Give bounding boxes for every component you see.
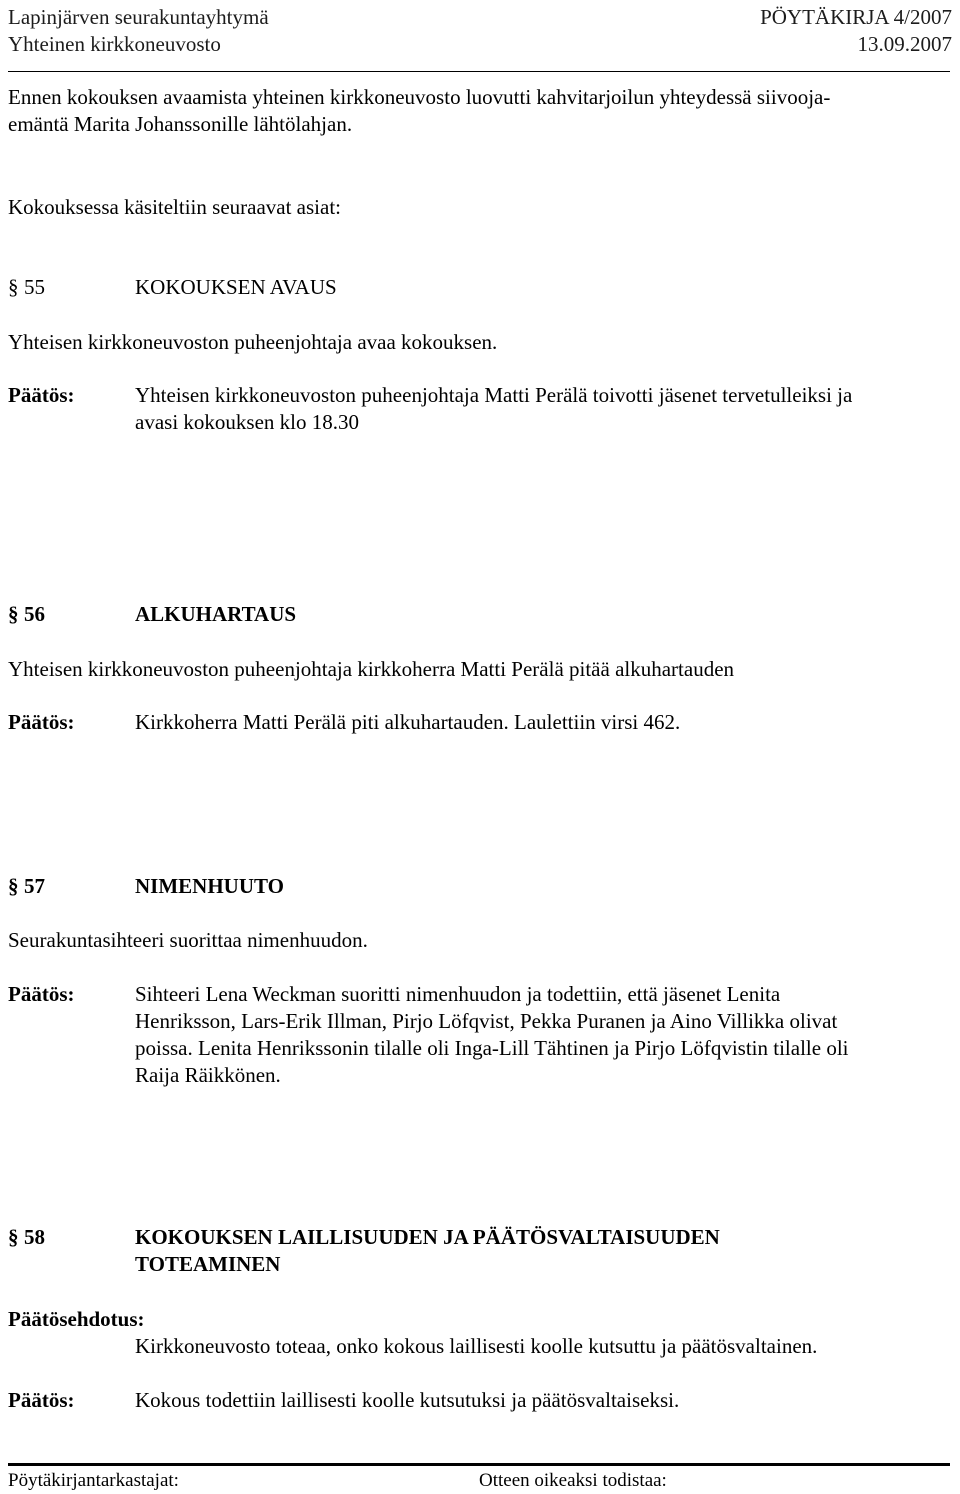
section-55-title: KOKOUKSEN AVAUS: [135, 275, 337, 299]
section-56-title: ALKUHARTAUS: [135, 602, 297, 626]
section-58-proposal-label: Päätösehdotus:: [8, 1307, 145, 1331]
section-58-decision-line-1: Kokous todettiin laillisesti koolle kutsutuksi ja päätösvaltaiseksi.: [135, 1388, 680, 1412]
section-55-decision-label: Päätös:: [8, 383, 75, 407]
section-57-number: 57: [24, 874, 45, 898]
header-divider: [8, 71, 950, 72]
intro-line-1: Ennen kokouksen avaamista yhteinen kirkkoneuvosto luovutti kahvitarjoilun yhteydessä siivooja-: [8, 85, 831, 109]
section-55-number: 55: [24, 275, 45, 299]
section-57-decision-line-3: poissa. Lenita Henrikssonin tilalle oli Inga-Lill Tähtinen ja Pirjo Löfqvistin tilalle oli: [135, 1036, 849, 1060]
section-57-decision-label: Päätös:: [8, 982, 75, 1006]
section-58-title-line-1: KOKOUKSEN LAILLISUUDEN JA PÄÄTÖSVALTAISUUDEN: [135, 1225, 720, 1249]
section-58-decision-label: Päätös:: [8, 1388, 75, 1412]
header-org: Lapinjärven seurakuntayhtymä: [8, 5, 269, 29]
section-58-title-line-2: TOTEAMINEN: [135, 1252, 281, 1276]
intro-line-2: emäntä Marita Johanssonille lähtölahjan.: [8, 112, 353, 136]
section-55-decision-line-1: Yhteisen kirkkoneuvoston puheenjohtaja Matti Perälä toivotti jäsenet tervetulleiksi ja: [135, 383, 853, 407]
header-body-name: Yhteinen kirkkoneuvosto: [8, 32, 221, 56]
section-57-decision-line-2: Henriksson, Lars-Erik Illman, Pirjo Löfqvist, Pekka Puranen ja Aino Villikka olivat: [135, 1009, 838, 1033]
agenda-intro: Kokouksessa käsiteltiin seuraavat asiat:: [8, 195, 341, 219]
section-56-symbol: §: [8, 602, 19, 626]
header-doc-id: PÖYTÄKIRJA 4/2007: [760, 5, 952, 29]
header-date: 13.09.2007: [857, 32, 952, 56]
section-57-body: Seurakuntasihteeri suorittaa nimenhuudon.: [8, 928, 368, 952]
footer-reviewers-label: Pöytäkirjantarkastajat:: [8, 1470, 179, 1491]
section-55-symbol: §: [8, 275, 19, 299]
section-57-decision-line-4: Raija Räikkönen.: [135, 1063, 281, 1087]
section-55-decision-line-2: avasi kokouksen klo 18.30: [135, 410, 359, 434]
section-58-number: 58: [24, 1225, 45, 1249]
section-58-proposal-text: Kirkkoneuvosto toteaa, onko kokous laillisesti koolle kutsuttu ja päätösvaltainen.: [135, 1334, 818, 1358]
section-57-symbol: §: [8, 874, 19, 898]
section-58-symbol: §: [8, 1225, 19, 1249]
section-56-decision-label: Päätös:: [8, 710, 75, 734]
footer-divider: [8, 1463, 950, 1466]
section-57-title: NIMENHUUTO: [135, 874, 284, 898]
section-56-number: 56: [24, 602, 45, 626]
section-57-decision-line-1: Sihteeri Lena Weckman suoritti nimenhuudon ja todettiin, että jäsenet Lenita: [135, 982, 781, 1006]
section-55-body: Yhteisen kirkkoneuvoston puheenjohtaja avaa kokouksen.: [8, 330, 498, 354]
section-56-decision-line-1: Kirkkoherra Matti Perälä piti alkuhartauden. Laulettiin virsi 462.: [135, 710, 681, 734]
section-56-body: Yhteisen kirkkoneuvoston puheenjohtaja kirkkoherra Matti Perälä pitää alkuhartauden: [8, 657, 735, 681]
footer-certified-label: Otteen oikeaksi todistaa:: [479, 1470, 667, 1491]
